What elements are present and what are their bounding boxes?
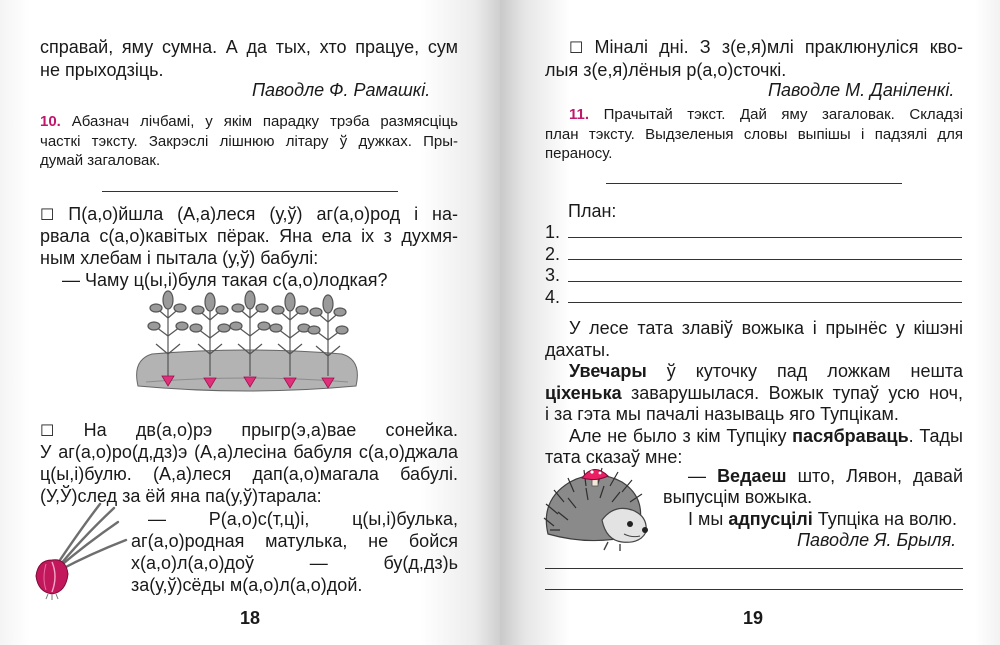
task-number: 11. bbox=[569, 106, 590, 123]
checkbox-square-icon[interactable]: ☐ bbox=[569, 40, 584, 57]
title-blank-line[interactable] bbox=[606, 183, 902, 184]
story-p2-line3: і за гэта мы пачалі называць яго Тупцікам. bbox=[545, 404, 899, 424]
part2-line8: за(у,ў)сёды м(а,о)л(а,о)дой. bbox=[131, 575, 363, 595]
answer-line-2[interactable] bbox=[545, 589, 963, 590]
story-p2-line2: ціхенька заварушылася. Вожык тупаў усю ноч, bbox=[545, 383, 963, 403]
top-text-line2: не прыходзіць. bbox=[40, 60, 164, 80]
hedgehog-illustration bbox=[540, 460, 660, 552]
task-10-line3: думай загаловак. bbox=[40, 152, 161, 169]
task-11-line1: 11. Прачытай тэкст. Дай яму загаловак. Складзі bbox=[569, 106, 963, 123]
part2-line4: (У,Ў)след за ёй яна па(у,ў)тарала: bbox=[40, 486, 322, 506]
part2-line3: ц(ы,і)булю. (А,а)леся дап(а,о)магала бабулі. bbox=[40, 464, 458, 484]
task-10-line2: часткі тэксту. Закрэслі лішнюю літару ў дужках. Пры- bbox=[40, 133, 458, 150]
story-p4-line1: — Ведаеш што, Лявон, давай bbox=[688, 466, 963, 486]
plan-item-3-line[interactable] bbox=[568, 281, 962, 282]
checkbox-square-icon[interactable]: ☐ bbox=[40, 207, 55, 224]
bold-word: адпусцілі bbox=[728, 509, 813, 529]
source-ramashka: Паводле Ф. Рамашкі. bbox=[252, 80, 431, 100]
right-top-line2: лыя з(е,я)лёныя р(а,о)сточкі. bbox=[545, 60, 787, 80]
part1-line2: рвала с(а,о)кавітых пёрак. Яна ела іх з духмя- bbox=[40, 226, 458, 246]
story-p3-line2: тата сказаў мне: bbox=[545, 447, 683, 467]
story-p2-line1: Увечары ў куточку пад ложкам нешта bbox=[569, 361, 963, 381]
part2-line7: х(а,о)л(а,о)доў — бу(д,дз)ь bbox=[131, 553, 458, 573]
task-number: 10. bbox=[40, 113, 61, 130]
part1-line1: ☐ П(а,о)йшла (А,а)леся (у,ў) аг(а,о)род і на- bbox=[40, 204, 458, 224]
bold-word: ціхенька bbox=[545, 383, 622, 403]
bold-word: Ведаеш bbox=[717, 466, 787, 486]
task-11-line2: план тэксту. Выдзеленыя словы выпішы і падзялі для bbox=[545, 126, 963, 143]
plan-item-2-line[interactable] bbox=[568, 259, 962, 260]
title-blank-line[interactable] bbox=[102, 191, 398, 192]
page-number-18: 18 bbox=[240, 608, 261, 628]
garden-bed-illustration bbox=[132, 288, 362, 400]
source-danilenki: Паводле М. Даніленкі. bbox=[768, 80, 955, 100]
answer-line-1[interactable] bbox=[545, 568, 963, 569]
checkbox-square-icon[interactable]: ☐ bbox=[40, 423, 55, 440]
plan-item-1-line[interactable] bbox=[568, 237, 962, 238]
story-p5-line: І мы адпусцілі Тупціка на волю. bbox=[688, 509, 957, 529]
plan-item-1-label: 1. bbox=[545, 222, 561, 242]
part2-line6: аг(а,о)родная матулька, не бойся bbox=[131, 531, 458, 551]
page-number-19: 19 bbox=[743, 608, 764, 628]
source-bryla: Паводле Я. Брыля. bbox=[797, 530, 957, 550]
bold-word: пасябраваць bbox=[792, 426, 909, 446]
top-text-line1: справай, яму сумна. А да тых, хто працуе, сум bbox=[40, 37, 458, 57]
task-11-line3: пераносу. bbox=[545, 145, 613, 162]
story-p3-line1: Але не было з кім Тупціку пасябраваць. Тады bbox=[569, 426, 963, 446]
story-p1-line1: У лесе тата злавіў вожыка і прынёс у кішэні bbox=[569, 318, 963, 338]
right-top-line1: ☐ Міналі дні. З з(е,я)млі праклюнуліся кво- bbox=[569, 37, 963, 57]
plan-item-4-line[interactable] bbox=[568, 302, 962, 303]
story-p4-line2: выпусцім вожыка. bbox=[663, 487, 813, 507]
plan-item-4-label: 4. bbox=[545, 287, 561, 307]
story-p1-line2: дахаты. bbox=[545, 340, 611, 360]
right-page bbox=[500, 0, 1000, 645]
plan-label: План: bbox=[568, 201, 617, 221]
plan-item-2-label: 2. bbox=[545, 244, 561, 264]
part1-line4: — Чаму ц(ы,і)буля такая с(а,о)лодкая? bbox=[62, 270, 388, 290]
part1-line3: ным хлебам і пытала (у,ў) бабулі: bbox=[40, 248, 319, 268]
onion-illustration bbox=[30, 500, 130, 600]
part2-line5: — Р(а,о)с(т,ц)і, ц(ы,і)булька, bbox=[148, 509, 458, 529]
part2-line2: У аг(а,о)ро(д,дз)э (А,а)лесіна бабуля с(а,о)джала bbox=[40, 442, 458, 462]
task-10-line1: 10. Абазнач лічбамі, у якім парадку трэба размясціць bbox=[40, 113, 458, 130]
part2-line1: ☐ На дв(а,о)рэ прыгр(э,а)вае сонейка. bbox=[40, 420, 458, 440]
plan-item-3-label: 3. bbox=[545, 265, 561, 285]
bold-word: Увечары bbox=[569, 361, 647, 381]
